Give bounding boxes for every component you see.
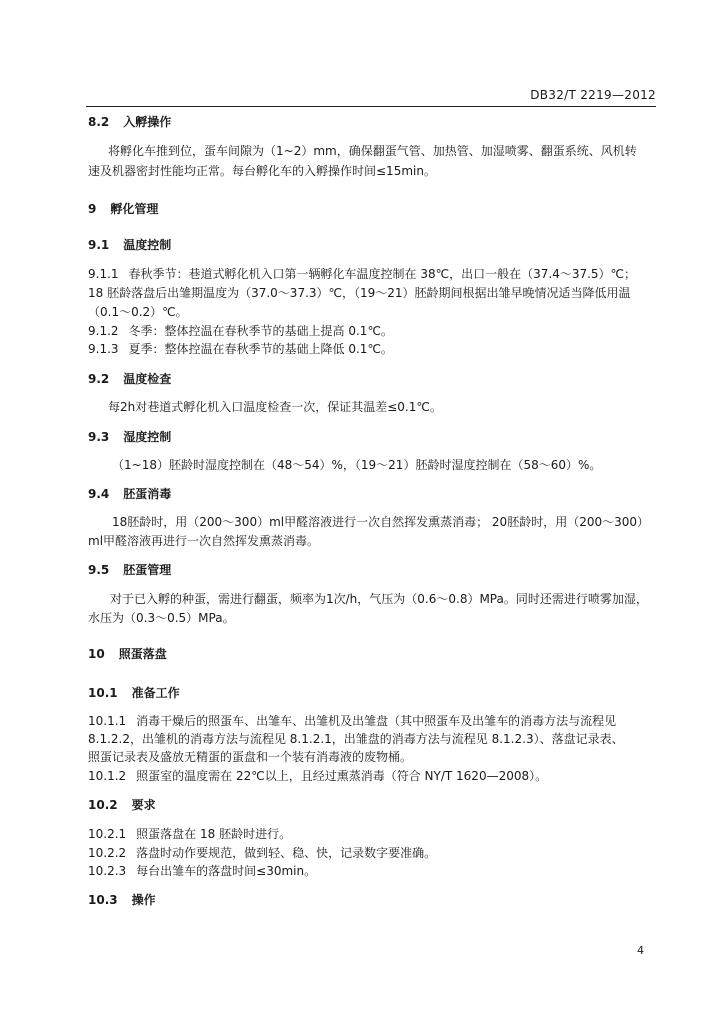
clause-10-1-2 bbox=[88, 767, 547, 784]
clause-10-2-3 bbox=[88, 862, 316, 879]
heading-number: 10.1 bbox=[88, 686, 118, 700]
clause-number: 9.1.3 bbox=[88, 342, 119, 356]
clause-10-2-2 bbox=[88, 844, 436, 861]
heading-title: 温度控制 bbox=[123, 238, 172, 252]
heading-10-2 bbox=[88, 796, 156, 813]
heading-title: 要求 bbox=[131, 798, 156, 812]
heading-number: 9 bbox=[88, 202, 97, 216]
paragraph-line: 水压为（0.3～0.5）MPa。 bbox=[88, 611, 235, 625]
heading-title: 操作 bbox=[131, 893, 156, 907]
paragraph-line: 将孵化车推到位，蛋车间隙为（1~2）mm，确保翻蛋气管、加热管、加湿喷雾、翻蛋系统、风机转 bbox=[108, 144, 637, 158]
heading-title: 温度检查 bbox=[123, 372, 172, 386]
clause-number: 9.1.1 bbox=[88, 267, 119, 281]
heading-9-1 bbox=[88, 236, 171, 253]
heading-9-4 bbox=[88, 485, 171, 502]
heading-number: 9.5 bbox=[88, 563, 110, 577]
paragraph-line: 对于已入孵的种蛋，需进行翻蛋，频率为1次/h，气压为（0.6～0.8）MPa。同时还需进行喷雾加湿， bbox=[110, 592, 648, 606]
heading-10 bbox=[88, 645, 167, 662]
heading-number: 8.2 bbox=[88, 115, 110, 129]
clause-number: 9.1.2 bbox=[88, 324, 119, 338]
clause-text: 落盘时动作要规范，做到轻、稳、快，记录数字要准确。 bbox=[136, 846, 437, 860]
paragraph-line: （1~18）胚龄时湿度控制在（48～54）%，（19～21）胚龄时湿度控制在（58～60）%。 bbox=[112, 458, 602, 472]
heading-10-3 bbox=[88, 891, 156, 908]
heading-9-5 bbox=[88, 561, 171, 578]
heading-title: 胚蛋管理 bbox=[123, 563, 172, 577]
clause-number: 10.2.2 bbox=[88, 846, 127, 860]
paragraph-line: （0.1～0.2）℃。 bbox=[88, 305, 188, 319]
clause-text: 夏季：整体控温在春秋季节的基础上降低 0.1℃。 bbox=[128, 342, 393, 356]
heading-title: 胚蛋消毒 bbox=[123, 487, 172, 501]
paragraph-line: 速及机器密封性能均正常。每台孵化车的入孵操作时间≤15min。 bbox=[88, 164, 436, 178]
heading-9-3 bbox=[88, 428, 171, 445]
heading-title: 照蛋落盘 bbox=[118, 647, 167, 661]
clause-number: 10.2.1 bbox=[88, 827, 127, 841]
clause-number: 10.2.3 bbox=[88, 864, 127, 878]
header-rule bbox=[86, 106, 656, 107]
header-code: DB32/T 2219—2012 bbox=[530, 88, 656, 102]
paragraph-line: 18 胚龄落盘后出雏期温度为（37.0～37.3）℃，（19～21）胚龄期间根据出雏早晚情况适当降低用温 bbox=[88, 286, 631, 300]
page-number: 4 bbox=[637, 944, 644, 957]
heading-number: 9.2 bbox=[88, 372, 110, 386]
clause-9-1-3 bbox=[88, 340, 393, 357]
clause-10-2-1 bbox=[88, 825, 291, 842]
clause-text: 消毒干燥后的照蛋车、出雏车、出雏机及出雏盘（其中照蛋车及出雏车的消毒方法与流程见 bbox=[136, 714, 617, 728]
clause-number: 10.1.1 bbox=[88, 714, 127, 728]
heading-number: 10.3 bbox=[88, 893, 118, 907]
clause-text: 冬季：整体控温在春秋季节的基础上提高 0.1℃。 bbox=[128, 324, 393, 338]
heading-number: 10.2 bbox=[88, 798, 118, 812]
heading-title: 湿度控制 bbox=[123, 430, 172, 444]
clause-9-1-1 bbox=[88, 265, 636, 282]
clause-9-1-2 bbox=[88, 322, 393, 339]
clause-text: 春秋季节：巷道式孵化机入口第一辆孵化车温度控制在 38℃，出口一般在（37.4～37.5）℃； bbox=[128, 267, 637, 281]
heading-9-2 bbox=[88, 370, 171, 387]
heading-number: 9.1 bbox=[88, 238, 110, 252]
paragraph-line: 8.1.2.2，出雏机的消毒方法与流程见 8.1.2.1，出雏盘的消毒方法与流程见 8.1.2.3）、落盘记录表、 bbox=[88, 732, 624, 746]
clause-text: 照蛋室的温度需在 22℃以上，且经过熏蒸消毒（符合 NY/T 1620—2008）。 bbox=[136, 769, 548, 783]
clause-10-1-1 bbox=[88, 712, 616, 729]
clause-text: 照蛋落盘在 18 胚龄时进行。 bbox=[136, 827, 292, 841]
clause-number: 10.1.2 bbox=[88, 769, 127, 783]
heading-number: 10 bbox=[88, 647, 105, 661]
clause-text: 每台出雏车的落盘时间≤30min。 bbox=[136, 864, 317, 878]
paragraph-line: ml甲醛溶液再进行一次自然挥发熏蒸消毒。 bbox=[88, 534, 320, 548]
heading-9 bbox=[88, 200, 158, 217]
heading-8-2 bbox=[88, 113, 171, 130]
heading-number: 9.3 bbox=[88, 430, 110, 444]
paragraph-line: 每2h对巷道式孵化机入口温度检查一次，保证其温差≤0.1℃。 bbox=[108, 400, 442, 414]
heading-title: 入孵操作 bbox=[123, 115, 172, 129]
heading-title: 孵化管理 bbox=[110, 202, 159, 216]
heading-10-1 bbox=[88, 684, 180, 701]
heading-number: 9.4 bbox=[88, 487, 110, 501]
paragraph-line: 照蛋记录表及盛放无精蛋的蛋盘和一个装有消毒液的废物桶。 bbox=[88, 750, 413, 764]
heading-title: 准备工作 bbox=[131, 686, 180, 700]
paragraph-line: 18胚龄时，用（200～300）ml甲醛溶液进行一次自然挥发熏蒸消毒； 20胚龄时，用（200～300） bbox=[112, 515, 649, 529]
